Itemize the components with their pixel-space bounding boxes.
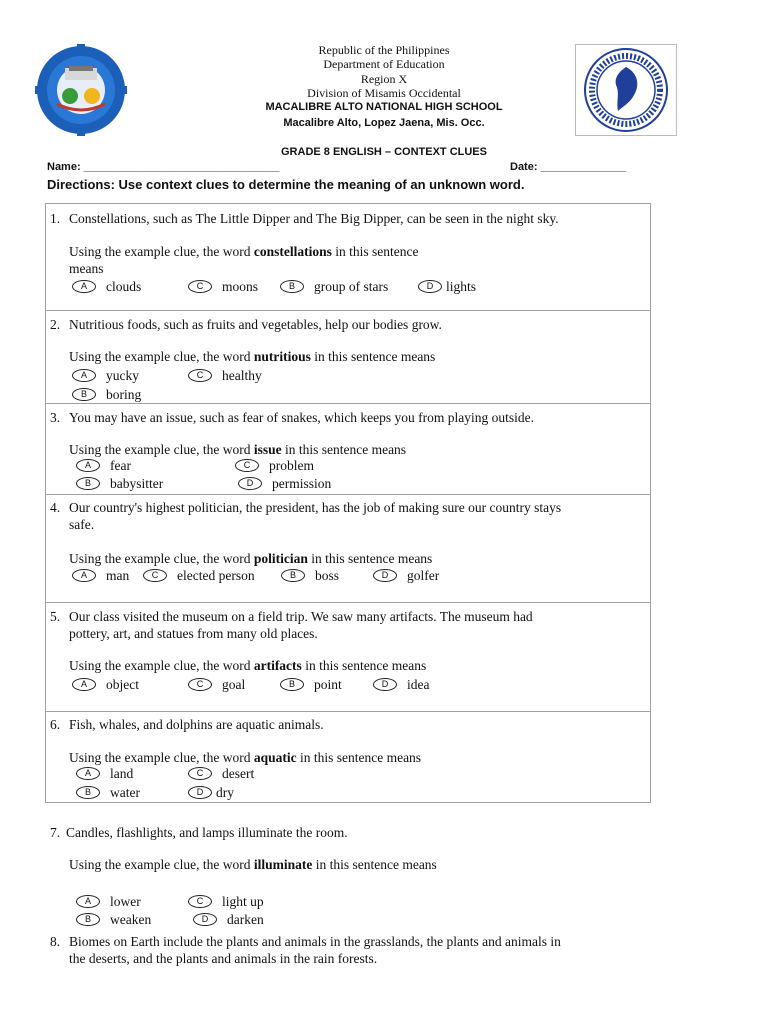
stem-text: in this sentence means [310, 349, 436, 364]
option-label: land [110, 766, 134, 781]
bubble-a-icon[interactable]: A [76, 459, 100, 472]
row-divider [45, 494, 651, 495]
question-4-stem [69, 550, 432, 567]
option-c[interactable] [188, 278, 258, 295]
option-label: permission [272, 476, 332, 491]
stem-text: Using the example clue, the word [69, 349, 254, 364]
question-1-sentence: Constellations, such as The Little Dipper and The Big Dipper, can be seen in the night sky. [69, 211, 559, 226]
option-b[interactable] [280, 278, 388, 295]
option-label: point [314, 677, 342, 692]
bubble-b-icon[interactable]: B [281, 569, 305, 582]
option-b[interactable] [72, 386, 141, 403]
bubble-d-icon[interactable]: D [373, 678, 397, 691]
bubble-d-icon[interactable]: D [193, 913, 217, 926]
question-3-stem [69, 441, 406, 458]
option-d[interactable] [193, 911, 264, 928]
bubble-c-icon[interactable]: C [188, 369, 212, 382]
bubble-b-icon[interactable]: B [76, 786, 100, 799]
question-5-sentence: Our class visited the museum on a field trip. We saw many artifacts. The museum had [69, 609, 533, 624]
bubble-b-icon[interactable]: B [280, 280, 304, 293]
bubble-a-icon[interactable]: A [72, 369, 96, 382]
question-1-stem [69, 243, 418, 260]
question-7-stem [69, 856, 437, 873]
question-7-sentence: Candles, flashlights, and lamps illuminate the room. [66, 825, 348, 840]
option-label: babysitter [110, 476, 164, 491]
target-word: nutritious [253, 349, 311, 364]
question-1-number: 1. [50, 211, 61, 226]
option-label: man [106, 568, 130, 583]
option-label: lights [446, 279, 477, 294]
bubble-a-icon[interactable]: A [72, 678, 96, 691]
option-c[interactable] [235, 457, 314, 474]
question-5-stem [69, 657, 426, 674]
option-b[interactable] [281, 567, 339, 584]
target-word: aquatic [253, 750, 297, 765]
bubble-d-icon[interactable]: D [418, 280, 442, 293]
option-label: weaken [110, 912, 152, 927]
option-label: lower [110, 894, 141, 909]
target-word: illuminate [253, 857, 313, 872]
question-8-sentence: Biomes on Earth include the plants and animals in the grasslands, the plants and animals in [69, 934, 561, 949]
option-label: moons [222, 279, 259, 294]
option-d[interactable] [188, 784, 234, 801]
question-3-sentence: You may have an issue, such as fear of snakes, which keeps you from playing outside. [69, 410, 535, 425]
option-label: boring [106, 387, 142, 402]
option-label: light up [222, 894, 264, 909]
stem-text: Using the example clue, the word [69, 857, 254, 872]
question-2-stem [69, 348, 435, 365]
question-4-sentence: Our country's highest politician, the president, has the job of making sure our country stays [69, 500, 562, 515]
option-d[interactable] [238, 475, 331, 492]
directions: Directions: Use context clues to determine the meaning of an unknown word. [47, 177, 525, 192]
option-a[interactable] [76, 457, 131, 474]
option-d[interactable] [418, 278, 476, 295]
bubble-a-icon[interactable]: A [76, 767, 100, 780]
option-label: yucky [106, 368, 139, 383]
option-d[interactable] [373, 567, 439, 584]
target-word: artifacts [253, 658, 302, 673]
option-label: dry [216, 785, 234, 800]
header-line-3: Region X [360, 72, 408, 86]
question-4-number: 4. [50, 500, 61, 515]
option-label: darken [227, 912, 264, 927]
option-c[interactable] [188, 765, 254, 782]
row-divider [45, 310, 651, 311]
date-field-label: Date: ______________ [510, 161, 627, 173]
question-5-number: 5. [50, 609, 61, 624]
option-a[interactable] [76, 893, 141, 910]
question-7-number: 7. [50, 825, 61, 840]
option-label: goal [222, 677, 246, 692]
bubble-c-icon[interactable]: C [235, 459, 259, 472]
name-field-label: Name: ________________________________ [47, 161, 280, 173]
option-label: idea [407, 677, 430, 692]
bubble-b-icon[interactable]: B [280, 678, 304, 691]
target-word: politician [253, 551, 308, 566]
bubble-b-icon[interactable]: B [76, 477, 100, 490]
bubble-a-icon[interactable]: A [72, 569, 96, 582]
stem-text: Using the example clue, the word [69, 750, 254, 765]
option-a[interactable] [72, 278, 141, 295]
header-line-1: Republic of the Philippines [318, 43, 450, 57]
option-label: desert [222, 766, 255, 781]
stem-text: Using the example clue, the word [69, 442, 254, 457]
option-c[interactable] [143, 567, 255, 584]
option-b[interactable] [280, 676, 342, 693]
bubble-d-icon[interactable]: D [238, 477, 262, 490]
option-label: group of stars [314, 279, 389, 294]
question-8-number: 8. [50, 934, 61, 949]
bubble-b-icon[interactable]: B [76, 913, 100, 926]
stem-text: in this sentence means [301, 658, 427, 673]
bubble-c-icon[interactable]: C [188, 678, 212, 691]
option-b[interactable] [76, 784, 140, 801]
school-address: Macalibre Alto, Lopez Jaena, Mis. Occ. [283, 117, 485, 129]
header-line-2: Department of Education [323, 57, 445, 71]
bubble-c-icon[interactable]: C [188, 767, 212, 780]
bubble-c-icon[interactable]: C [143, 569, 167, 582]
question-4-sentence-line2: safe. [69, 517, 95, 532]
stem-text: in this sentence means [307, 551, 433, 566]
question-3-number: 3. [50, 410, 61, 425]
stem-text: in this sentence [331, 244, 419, 259]
option-label: boss [315, 568, 340, 583]
option-a[interactable] [72, 676, 139, 693]
bubble-a-icon[interactable]: A [72, 280, 96, 293]
row-divider [45, 602, 651, 603]
option-label: water [110, 785, 140, 800]
target-word: constellations [253, 244, 332, 259]
question-2-number: 2. [50, 317, 61, 332]
option-label: fear [110, 458, 131, 473]
header-line-4: Division of Misamis Occidental [307, 86, 461, 100]
option-b[interactable] [76, 911, 151, 928]
option-c[interactable] [188, 367, 262, 384]
option-a[interactable] [72, 567, 129, 584]
school-name: MACALIBRE ALTO NATIONAL HIGH SCHOOL [265, 101, 503, 113]
question-2-sentence: Nutritious foods, such as fruits and vegetables, help our bodies grow. [69, 317, 442, 332]
option-label: golfer [407, 568, 440, 583]
option-c[interactable] [188, 676, 245, 693]
stem-text: in this sentence means [312, 857, 437, 872]
option-a[interactable] [72, 367, 139, 384]
question-8-sentence-line2: the deserts, and the plants and animals in the rain forests. [69, 951, 378, 966]
worksheet-title: GRADE 8 ENGLISH – CONTEXT CLUES [281, 146, 487, 158]
question-1-stem-line2: means [69, 261, 104, 276]
bubble-b-icon[interactable]: B [72, 388, 96, 401]
stem-text: in this sentence means [296, 750, 422, 765]
bubble-a-icon[interactable]: A [76, 895, 100, 908]
question-6-sentence: Fish, whales, and dolphins are aquatic animals. [69, 717, 324, 732]
bubble-d-icon[interactable]: D [373, 569, 397, 582]
row-divider [45, 711, 651, 712]
stem-text: Using the example clue, the word [69, 244, 254, 259]
option-a[interactable] [76, 765, 133, 782]
option-label: object [106, 677, 139, 692]
bubble-d-icon[interactable]: D [188, 786, 212, 799]
option-label: problem [269, 458, 314, 473]
stem-text: Using the example clue, the word [69, 658, 254, 673]
stem-text: in this sentence means [281, 442, 407, 457]
stem-text: Using the example clue, the word [69, 551, 254, 566]
option-b[interactable] [76, 475, 163, 492]
option-label: clouds [106, 279, 142, 294]
option-d[interactable] [373, 676, 430, 693]
question-6-stem [69, 749, 421, 766]
question-6-number: 6. [50, 717, 61, 732]
target-word: issue [253, 442, 282, 457]
option-c[interactable] [188, 893, 264, 910]
option-label: elected person [177, 568, 255, 583]
row-divider [45, 403, 651, 404]
option-label: healthy [222, 368, 262, 383]
bubble-c-icon[interactable]: C [188, 280, 212, 293]
bubble-c-icon[interactable]: C [188, 895, 212, 908]
question-5-sentence-line2: pottery, art, and statues from many old places. [69, 626, 318, 641]
